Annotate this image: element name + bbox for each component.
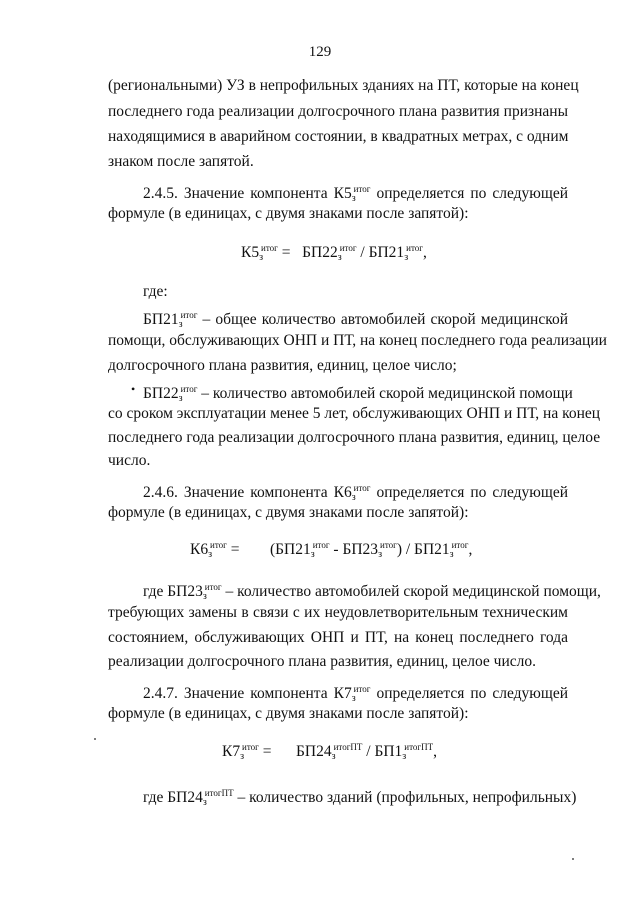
formula-k5: $К5_з^{итог} = БП22_з^{итог} / БП21_з^{итог}$, bbox=[241, 243, 427, 263]
def-bp23-line: состоянием, обслуживающих ОНП и ПТ, на конец последнего года bbox=[108, 629, 568, 646]
section-2-4-6-heading: 2.4.6. Значение компонента $К6_з^{итог}$ определяется по следующей bbox=[143, 483, 568, 503]
para1-line: (региональными) УЗ в непрофильных зданиях на ПТ, которые на конец bbox=[108, 77, 579, 94]
s245-post: определяется по следующей bbox=[376, 185, 568, 202]
s245-pre: 2.4.5. Значение компонента К5 bbox=[143, 185, 352, 202]
def-bp21-line: помощи, обслуживающих ОНП и ПТ, на конец последнего года реализации bbox=[108, 332, 607, 349]
formula-k7-lhs: $К7_з^{итог}$ = bbox=[222, 742, 272, 762]
bullet-mark: • bbox=[131, 382, 136, 396]
def-bp23-line: требующих замены в связи с их неудовлетворительным техническим bbox=[108, 604, 568, 621]
def-bp22-line: число. bbox=[108, 452, 151, 469]
def-bp24-line1: где $БП24_з^{итогПТ}$ – количество зданий (профильных, непрофильных) bbox=[143, 788, 577, 808]
s246-line2: формуле (в единицах, с двумя знаками после запятой): bbox=[108, 504, 469, 521]
formula-k6-lhs: $К6_з^{итог}$ = bbox=[190, 540, 240, 560]
def-bp22-line: последнего года реализации долгосрочного плана развития, единиц, целое bbox=[108, 429, 601, 446]
def-bp22-line1: $БП22_з^{итог}$ – количество автомобилей скорой медицинской помощи bbox=[143, 384, 573, 404]
scan-speck bbox=[572, 858, 574, 860]
def-bp23-line: реализации долгосрочного плана развития, единиц, целое число. bbox=[108, 653, 537, 670]
formula-k7-rhs: $БП24_з^{итогПТ} / БП1_з^{итогПТ}$, bbox=[296, 742, 437, 762]
s245-line2: формуле (в единицах, с двумя знаками после запятой): bbox=[108, 205, 469, 222]
scan-speck bbox=[94, 738, 96, 740]
section-2-4-7-heading: 2.4.7. Значение компонента $К7_з^{итог}$ определяется по следующей bbox=[143, 684, 568, 704]
section-2-4-5-heading: 2.4.5. Значение компонента $К5_з^{итог}$ определяется по следующей bbox=[143, 184, 568, 204]
def-bp22-line: со сроком эксплуатации менее 5 лет, обслуживающих ОНП и ПТ, на конец bbox=[108, 405, 601, 422]
where-label: где: bbox=[143, 283, 168, 300]
def-bp23-line1: где $БП23_з^{итог}$ – количество автомобилей скорой медицинской помощи, bbox=[143, 582, 601, 602]
def-bp21-line: долгосрочного плана развития, единиц, целое число; bbox=[108, 357, 457, 374]
def-bp21-line1: $БП21_з^{итог}$ – общее количество автомобилей скорой медицинской bbox=[143, 310, 568, 330]
s247-line2: формуле (в единицах, с двумя знаками после запятой): bbox=[108, 705, 469, 722]
para1-line: находящимися в аварийном состоянии, в квадратных метрах, с одним bbox=[108, 128, 569, 145]
para1-line: знаком после запятой. bbox=[108, 153, 254, 170]
para1-line: последнего года реализации долгосрочного плана развития признаны bbox=[108, 103, 568, 120]
page-number: 129 bbox=[308, 44, 332, 60]
formula-k6-rhs: $(БП21_з^{итог} - БП23_з^{итог}) / БП21_з^{итог}$, bbox=[270, 540, 473, 560]
